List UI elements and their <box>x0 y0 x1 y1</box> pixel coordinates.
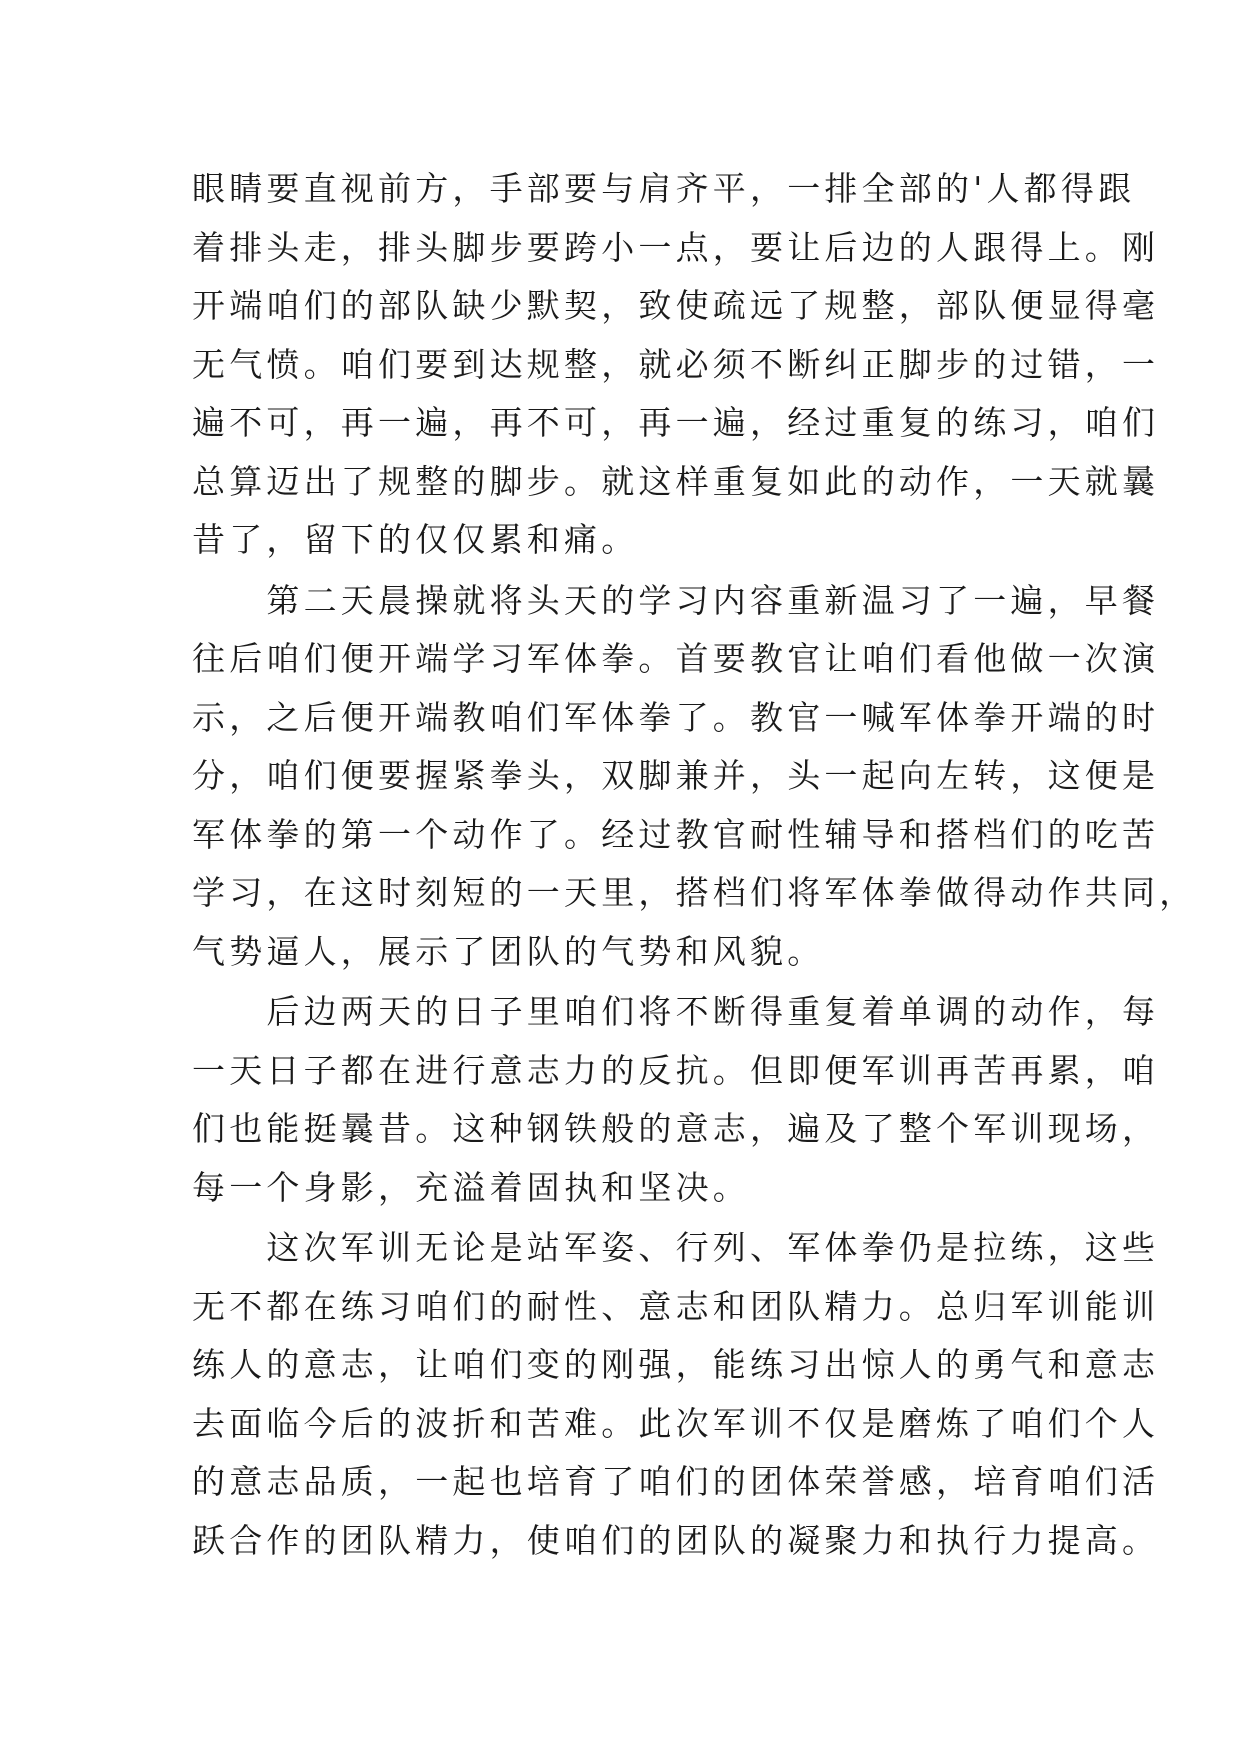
paragraph-1 <box>192 160 1160 570</box>
text-line: 每一个身影，充溢着固执和坚决。 <box>192 1167 750 1207</box>
text-line: 学习，在这时刻短的一天里，搭档们将军体拳做得动作共同， <box>192 873 1197 912</box>
text-line: 分，咱们便要握紧拳头，双脚兼并，头一起向左转，这便是 <box>192 756 1160 795</box>
text-line: 无气愤。咱们要到达规整，就必须不断纠正脚步的过错，一 <box>192 344 1160 384</box>
text-line: 气势逼人，展示了团队的气势和风貌。 <box>192 931 825 971</box>
text-line: 无不都在练习咱们的耐性、意志和团队精力。总归军训能训 <box>192 1286 1160 1326</box>
paragraph-3 <box>192 983 1160 1217</box>
text-line: 去面临今后的波折和苦难。此次军训不仅是磨炼了咱们个人 <box>192 1403 1160 1443</box>
text-line: 着排头走，排头脚步要跨小一点，要让后边的人跟得上。刚 <box>192 227 1160 267</box>
text-line: 跃合作的团队精力，使咱们的团队的凝聚力和执行力提高。 <box>192 1520 1160 1560</box>
text-line: 示，之后便开端教咱们军体拳了。教官一喊军体拳开端的时 <box>192 697 1160 737</box>
paragraph-4 <box>192 1219 1160 1570</box>
text-line: 一天日子都在进行意志力的反抗。但即便军训再苦再累，咱 <box>192 1050 1160 1090</box>
text-line: 后边两天的日子里咱们将不断得重复着单调的动作，每 <box>192 992 1160 1031</box>
text-line: 总算迈出了规整的脚步。就这样重复如此的动作，一天就曩 <box>192 461 1160 501</box>
text-line: 们也能挺曩昔。这种钢铁般的意志，遍及了整个军训现场， <box>192 1109 1160 1148</box>
text-line: 军体拳的第一个动作了。经过教官耐性辅导和搭档们的吃苦 <box>192 814 1160 854</box>
text-line: 这次军训无论是站军姿、行列、军体拳仍是拉练，这些 <box>192 1228 1160 1267</box>
text-line: 第二天晨操就将头天的学习内容重新温习了一遍，早餐 <box>192 580 1160 620</box>
text-line: 练人的意志，让咱们变的刚强，能练习出惊人的勇气和意志 <box>192 1345 1160 1384</box>
text-line: 眼睛要直视前方，手部要与肩齐平，一排全部的'人都得跟 <box>192 169 1136 208</box>
text-line: 开端咱们的部队缺少默契，致使疏远了规整，部队便显得毫 <box>192 286 1160 325</box>
text-line: 的意志品质，一起也培育了咱们的团体荣誉感，培育咱们活 <box>192 1462 1160 1501</box>
body-text <box>192 160 1197 1570</box>
text-line: 遍不可，再一遍，再不可，再一遍，经过重复的练习，咱们 <box>192 403 1160 442</box>
paragraph-2 <box>192 572 1197 982</box>
text-line: 昔了，留下的仅仅累和痛。 <box>192 520 639 559</box>
text-line: 往后咱们便开端学习军体拳。首要教官让咱们看他做一次演 <box>192 639 1160 678</box>
